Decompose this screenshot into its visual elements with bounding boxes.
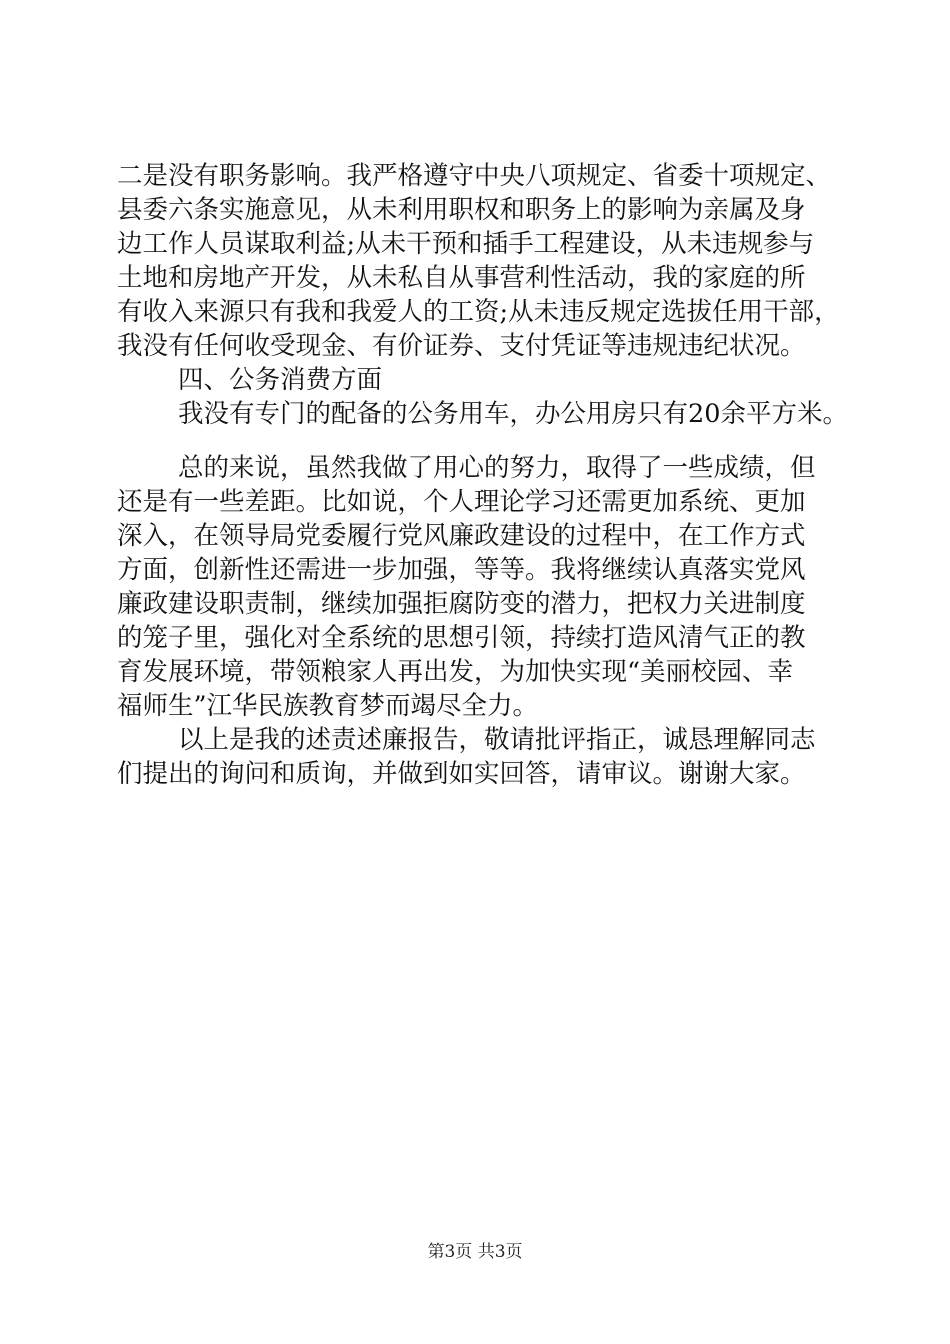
body-text-line: 们提出的询问和质询，并做到如实回答，请审议。谢谢大家。 [117,759,806,789]
body-text-line: 育发展环境，带领粮家人再出发，为加快实现“美丽校园、幸 [117,657,794,687]
body-text-line: 福师生”江华民族教育梦而竭尽全力。 [117,691,539,721]
body-text-line: 廉政建设职责制，继续加强拒腐防变的潜力，把权力关进制度 [117,589,806,619]
body-text-line: 边工作人员谋取利益;从未干预和插手工程建设，从未违规参与 [117,229,815,259]
body-text-line: 我没有任何收受现金、有价证券、支付凭证等违规违纪状况。 [117,331,806,361]
body-text-line: 以上是我的述责述廉报告，敬请批评指正，诚恳理解同志 [178,725,816,755]
body-text-line: 我没有专门的配备的公务用车，办公用房只有20余平方米。 [178,399,848,429]
body-text-line: 土地和房地产开发，从未私自从事营利性活动，我的家庭的所 [117,263,806,293]
body-text-line: 深入，在领导局党委履行党风廉政建设的过程中，在工作方式 [117,521,806,551]
body-text-line: 还是有一些差距。比如说，个人理论学习还需更加系统、更加 [117,487,806,517]
body-text-line: 县委六条实施意见，从未利用职权和职务上的影响为亲属及身 [117,195,806,225]
body-text-line: 总的来说，虽然我做了用心的努力，取得了一些成绩，但 [178,453,816,483]
page-footer: 第3页 共3页 [427,1242,523,1262]
body-text-line: 方面，创新性还需进一步加强，等等。我将继续认真落实党风 [117,555,806,585]
body-text-line: 有收入来源只有我和我爱人的工资;从未违反规定选拔任用干部， [117,297,840,327]
section-heading: 四、公务消费方面 [178,365,383,395]
body-text-line: 二是没有职务影响。我严格遵守中央八项规定、省委十项规定、 [117,161,832,191]
body-text-line: 的笼子里，强化对全系统的思想引领，持续打造风清气正的教 [117,623,806,653]
